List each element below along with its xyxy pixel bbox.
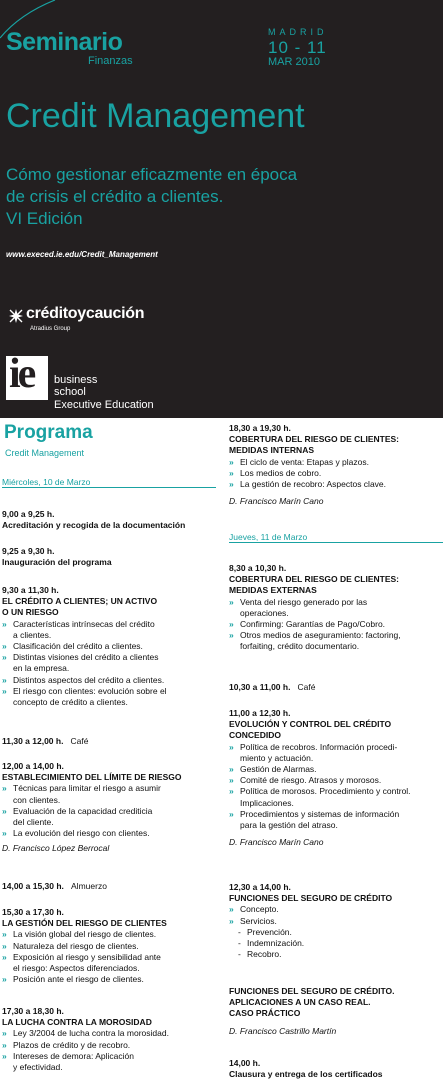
session-title: COBERTURA DEL RIESGO DE CLIENTES: bbox=[229, 434, 400, 445]
event-month: MAR 2010 bbox=[268, 56, 320, 68]
session-time: 9,30 a 11,30 h. bbox=[2, 585, 59, 595]
session bbox=[2, 736, 89, 747]
session-title: FUNCIONES DEL SEGURO DE CRÉDITO bbox=[229, 893, 393, 904]
topic-list bbox=[229, 457, 399, 491]
session-title: Clausura y entrega de los certificados bbox=[229, 1069, 383, 1080]
list-item: » Naturaleza del riesgo de clientes. bbox=[2, 941, 167, 952]
session-time: 11,30 a 12,00 h. bbox=[2, 736, 64, 746]
session-title: LA LUCHA CONTRA LA MOROSIDAD bbox=[2, 1017, 152, 1028]
session-title: CASO PRÁCTICO bbox=[229, 1008, 301, 1019]
sub-list-item: - Prevención. bbox=[229, 927, 392, 938]
topic-list bbox=[229, 597, 401, 653]
list-item: » Intereses de demora: Aplicación y efectividad. bbox=[2, 1051, 169, 1073]
list-item: » El riesgo con clientes: evolución sobre el concepto de crédito a clientes. bbox=[2, 686, 167, 708]
school-line: school bbox=[54, 386, 86, 398]
session-title: COBERTURA DEL RIESGO DE CLIENTES: bbox=[229, 574, 400, 585]
list-item: » Ley 3/2004 de lucha contra la morosidad. bbox=[2, 1028, 169, 1039]
session-break: Almuerzo bbox=[71, 881, 107, 891]
list-item: » Los medios de cobro. bbox=[229, 468, 399, 479]
session-title: CONCEDIDO bbox=[229, 730, 281, 741]
session-break: Café bbox=[70, 736, 89, 746]
session-break: Café bbox=[297, 682, 316, 692]
topic-list bbox=[2, 1028, 169, 1073]
session-title: APLICACIONES A UN CASO REAL. bbox=[229, 997, 371, 1008]
list-item: » Política de recobros. Información procedi- miento y actuación. bbox=[229, 742, 411, 764]
list-item: » Servicios. bbox=[229, 916, 392, 927]
sponsor-group: Atradius Group bbox=[30, 326, 71, 332]
session-title: Acreditación y recogida de la documentación bbox=[2, 520, 186, 531]
speaker-name: D. Francisco Marín Cano bbox=[229, 837, 324, 848]
list-item: » Plazos de crédito y de recobro. bbox=[2, 1040, 169, 1051]
website-link[interactable]: www.execed.ie.edu/Credit_Management bbox=[6, 250, 158, 259]
session bbox=[2, 585, 167, 708]
session bbox=[229, 708, 411, 848]
session-title: ESTABLECIMIENTO DEL LÍMITE DE RIESGO bbox=[2, 772, 182, 783]
session-time: 14,00 a 15,30 h. bbox=[2, 881, 64, 891]
session bbox=[2, 907, 167, 985]
day-heading: Jueves, 11 de Marzo bbox=[229, 532, 443, 543]
session-time: 9,25 a 9,30 h. bbox=[2, 546, 55, 556]
session bbox=[229, 882, 392, 960]
speaker-name: D. Francisco Castrillo Martín bbox=[229, 1025, 337, 1036]
session-title: MEDIDAS INTERNAS bbox=[229, 445, 315, 456]
session-time: 12,30 a 14,00 h. bbox=[229, 882, 291, 892]
list-item: » Política de morosos. Procedimiento y control. Implicaciones. bbox=[229, 786, 411, 808]
sub-list-item: - Recobro. bbox=[229, 949, 392, 960]
list-item: » Evaluación de la capacidad crediticia del cliente. bbox=[2, 806, 181, 828]
session-title: O UN RIESGO bbox=[2, 607, 59, 618]
list-item: » La gestión de recobro: Aspectos clave. bbox=[229, 479, 399, 490]
program-title: Programa bbox=[4, 422, 93, 443]
session-title: Inauguración del programa bbox=[2, 557, 112, 568]
header-banner bbox=[0, 0, 443, 418]
list-item: » Exposición al riesgo y sensibilidad ante el riesgo: Aspectos diferenciados. bbox=[2, 952, 167, 974]
session-title: FUNCIONES DEL SEGURO DE CRÉDITO. bbox=[229, 986, 395, 996]
list-item: » Confirming: Garantías de Pago/Cobro. bbox=[229, 619, 401, 630]
session-time: 8,30 a 10,30 h. bbox=[229, 563, 287, 573]
list-item: » Comité de riesgo. Atrasos y morosos. bbox=[229, 775, 411, 786]
subtitle-line: de crisis el crédito a clientes. bbox=[6, 187, 224, 206]
session-time: 17,30 a 18,30 h. bbox=[2, 1006, 64, 1016]
list-item: » Distintos aspectos del crédito a clientes. bbox=[2, 675, 167, 686]
list-item: » El ciclo de venta: Etapas y plazos. bbox=[229, 457, 399, 468]
session bbox=[2, 881, 107, 892]
subtitle-line: Cómo gestionar eficazmente en época bbox=[6, 165, 298, 184]
session bbox=[229, 682, 316, 693]
list-item: » Procedimientos y sistemas de información para la gestión del atraso. bbox=[229, 809, 411, 831]
star-cross-icon bbox=[8, 308, 24, 327]
program-content bbox=[0, 418, 443, 1090]
speaker-name: D. Francisco Marín Cano bbox=[229, 496, 324, 507]
session-time: 11,00 a 12,30 h. bbox=[229, 708, 291, 718]
session-title: EVOLUCIÓN Y CONTROL DEL CRÉDITO bbox=[229, 719, 392, 730]
session-time: 14,00 h. bbox=[229, 1058, 261, 1068]
list-item: » Distintas visiones del crédito a clientes en la empresa. bbox=[2, 652, 167, 674]
list-item: » La evolución del riesgo con clientes. bbox=[2, 828, 181, 839]
ie-logo-box bbox=[6, 351, 48, 400]
session bbox=[229, 986, 394, 1037]
topic-list bbox=[229, 904, 392, 960]
list-item: » Concepto. bbox=[229, 904, 392, 915]
ie-mark: ie bbox=[9, 351, 34, 397]
event-city: MADRID bbox=[268, 27, 328, 37]
session bbox=[2, 1006, 169, 1073]
topic-list bbox=[229, 742, 411, 832]
session-time: 12,00 a 14,00 h. bbox=[2, 761, 64, 771]
list-item: » Posición ante el riesgo de clientes. bbox=[2, 974, 167, 985]
topic-list bbox=[2, 783, 181, 839]
session-title: EL CRÉDITO A CLIENTES; UN ACTIVO bbox=[2, 596, 158, 607]
session-time: 15,30 a 17,30 h. bbox=[2, 907, 64, 917]
session bbox=[2, 761, 181, 855]
list-item: » Características intrínsecas del crédito a clientes. bbox=[2, 619, 167, 641]
session bbox=[2, 509, 185, 531]
page-title: Credit Management bbox=[6, 97, 305, 135]
page-subtitle bbox=[6, 164, 297, 230]
event-dates: 10 - 11 bbox=[268, 38, 327, 57]
day-heading: Miércoles, 10 de Marzo bbox=[2, 477, 216, 488]
list-item: » Gestión de Alarmas. bbox=[229, 764, 411, 775]
session-time: 18,30 a 19,30 h. bbox=[229, 423, 291, 433]
sponsor-name: créditoycaución bbox=[26, 305, 145, 322]
topic-list bbox=[2, 619, 167, 709]
session bbox=[229, 1058, 383, 1080]
list-item: » La visión global del riesgo de clientes. bbox=[2, 929, 167, 940]
session-title: MEDIDAS EXTERNAS bbox=[229, 585, 317, 596]
list-item: » Otros medios de aseguramiento: factoring, forfaiting, crédito documentario. bbox=[229, 630, 401, 652]
session-time: 10,30 a 11,00 h. bbox=[229, 682, 291, 692]
list-item: » Clasificación del crédito a clientes. bbox=[2, 641, 167, 652]
brand-subtitle: Finanzas bbox=[88, 55, 133, 67]
session bbox=[229, 563, 401, 653]
speaker-name: D. Francisco López Berrocal bbox=[2, 843, 110, 854]
topic-list bbox=[2, 929, 167, 985]
session-title: LA GESTIÓN DEL RIESGO DE CLIENTES bbox=[2, 918, 167, 929]
subtitle-line: VI Edición bbox=[6, 209, 83, 228]
session bbox=[229, 423, 399, 507]
session bbox=[2, 546, 112, 568]
brand-name: Seminario bbox=[6, 28, 123, 56]
list-item: » Venta del riesgo generado por las operaciones. bbox=[229, 597, 401, 619]
school-line: Executive Education bbox=[54, 399, 154, 411]
program-subtitle: Credit Management bbox=[5, 448, 85, 458]
list-item: » Técnicas para limitar el riesgo a asumir con clientes. bbox=[2, 783, 181, 805]
sub-list-item: - Indemnización. bbox=[229, 938, 392, 949]
session-time: 9,00 a 9,25 h. bbox=[2, 509, 55, 519]
school-line: business bbox=[54, 374, 98, 386]
